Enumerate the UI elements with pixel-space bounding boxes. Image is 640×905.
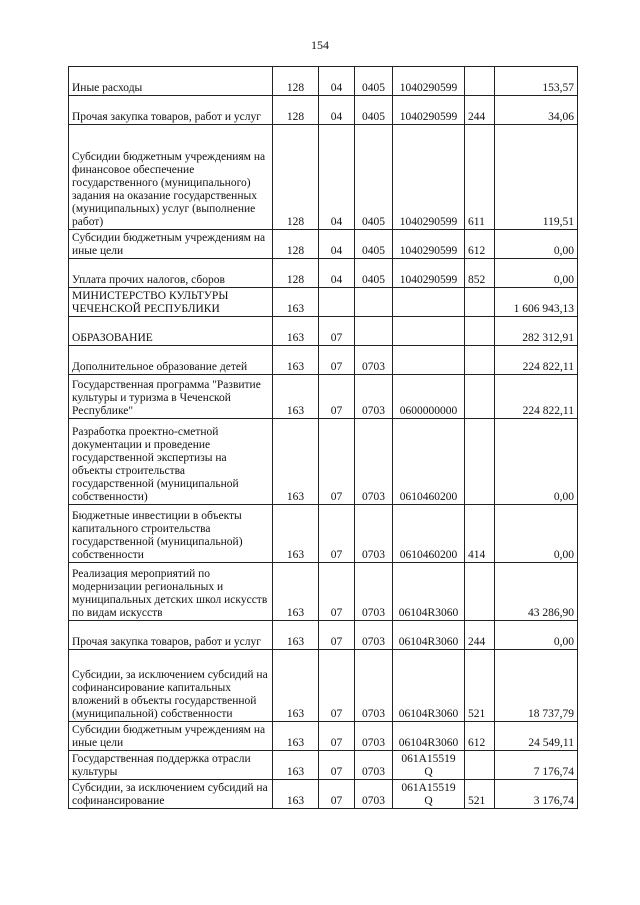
row-admin-code: 128: [273, 96, 319, 125]
row-subsection-code: 0703: [355, 780, 393, 809]
row-section-code: 07: [319, 650, 355, 722]
row-name: Субсидии, за исключением субсидий на софинансирование капитальных вложений в объекты государственной (муниципальной) собственности: [69, 650, 273, 722]
row-subsection-code: 0703: [355, 563, 393, 621]
row-expense-type: [465, 563, 495, 621]
row-name: Прочая закупка товаров, работ и услуг: [69, 621, 273, 650]
row-section-code: 07: [319, 563, 355, 621]
row-subsection-code: 0405: [355, 259, 393, 288]
row-subsection-code: 0405: [355, 230, 393, 259]
row-admin-code: 163: [273, 621, 319, 650]
row-expense-type: 521: [465, 780, 495, 809]
row-admin-code: 163: [273, 650, 319, 722]
row-target-code: 1040290599: [393, 230, 465, 259]
row-target-code: [393, 288, 465, 317]
row-target-code: 06104R3060: [393, 621, 465, 650]
row-section-code: 07: [319, 346, 355, 375]
row-amount: 18 737,79: [495, 650, 578, 722]
table-row: [69, 230, 578, 259]
row-expense-type: 611: [465, 125, 495, 230]
table-row: [69, 650, 578, 722]
row-subsection-code: 0703: [355, 722, 393, 751]
row-amount: 0,00: [495, 621, 578, 650]
row-target-code: [393, 317, 465, 346]
row-expense-type: 612: [465, 230, 495, 259]
row-name: Государственная поддержка отрасли культуры: [69, 751, 273, 780]
row-amount: 282 312,91: [495, 317, 578, 346]
row-section-code: 07: [319, 317, 355, 346]
row-amount: 7 176,74: [495, 751, 578, 780]
row-admin-code: 128: [273, 230, 319, 259]
row-amount: 119,51: [495, 125, 578, 230]
row-section-code: 07: [319, 375, 355, 419]
row-expense-type: 521: [465, 650, 495, 722]
row-section-code: 04: [319, 125, 355, 230]
row-target-code: 1040290599: [393, 67, 465, 96]
table-row: [69, 346, 578, 375]
row-admin-code: 128: [273, 125, 319, 230]
table-row: [69, 419, 578, 505]
row-admin-code: 163: [273, 505, 319, 563]
row-target-code: 061A15519 Q: [393, 751, 465, 780]
row-target-code: 1040290599: [393, 125, 465, 230]
table-row: [69, 751, 578, 780]
budget-table: [68, 66, 578, 809]
row-subsection-code: 0405: [355, 96, 393, 125]
row-name: Иные расходы: [69, 67, 273, 96]
row-subsection-code: 0703: [355, 650, 393, 722]
row-expense-type: 414: [465, 505, 495, 563]
table-row: [69, 375, 578, 419]
row-admin-code: 163: [273, 780, 319, 809]
row-target-code: [393, 346, 465, 375]
table-row: [69, 125, 578, 230]
row-amount: 224 822,11: [495, 375, 578, 419]
row-subsection-code: 0703: [355, 505, 393, 563]
row-section-code: [319, 288, 355, 317]
row-amount: 0,00: [495, 505, 578, 563]
row-admin-code: 128: [273, 259, 319, 288]
row-admin-code: 163: [273, 346, 319, 375]
row-name: Государственная программа "Развитие культуры и туризма в Чеченской Республике": [69, 375, 273, 419]
row-expense-type: 244: [465, 96, 495, 125]
row-section-code: 07: [319, 621, 355, 650]
row-name: МИНИСТЕРСТВО КУЛЬТУРЫ ЧЕЧЕНСКОЙ РЕСПУБЛИКИ: [69, 288, 273, 317]
row-section-code: 04: [319, 96, 355, 125]
row-amount: 0,00: [495, 230, 578, 259]
row-amount: 224 822,11: [495, 346, 578, 375]
row-amount: 1 606 943,13: [495, 288, 578, 317]
row-section-code: 07: [319, 419, 355, 505]
row-expense-type: 612: [465, 722, 495, 751]
table-row: [69, 621, 578, 650]
table-row: [69, 780, 578, 809]
row-name: Реализация мероприятий по модернизации региональных и муниципальных детских школ искусств по видам искусств: [69, 563, 273, 621]
row-expense-type: [465, 317, 495, 346]
row-expense-type: [465, 346, 495, 375]
row-expense-type: [465, 419, 495, 505]
row-name: Прочая закупка товаров, работ и услуг: [69, 96, 273, 125]
row-name: Уплата прочих налогов, сборов: [69, 259, 273, 288]
table-row: [69, 288, 578, 317]
row-admin-code: 163: [273, 317, 319, 346]
row-target-code: 0610460200: [393, 419, 465, 505]
table-row: [69, 722, 578, 751]
budget-table-body: [69, 67, 578, 809]
table-row: [69, 259, 578, 288]
row-target-code: 0600000000: [393, 375, 465, 419]
row-subsection-code: [355, 288, 393, 317]
row-target-code: 06104R3060: [393, 722, 465, 751]
row-amount: 43 286,90: [495, 563, 578, 621]
row-name: Разработка проектно-сметной документации и проведение государственной экспертизы на объекты строительства государственной (муниципальной собственности): [69, 419, 273, 505]
row-expense-type: 852: [465, 259, 495, 288]
row-section-code: 04: [319, 230, 355, 259]
row-name: Субсидии бюджетным учреждениям на финансовое обеспечение государственного (муниципального) задания на оказание государственных (муниципальных) услуг (выполнение работ): [69, 125, 273, 230]
row-expense-type: [465, 375, 495, 419]
row-name: Дополнительное образование детей: [69, 346, 273, 375]
table-row: [69, 505, 578, 563]
page-number: 154: [311, 38, 329, 52]
row-admin-code: 163: [273, 563, 319, 621]
row-subsection-code: 0703: [355, 375, 393, 419]
row-subsection-code: 0405: [355, 67, 393, 96]
table-row: [69, 96, 578, 125]
row-name: Бюджетные инвестиции в объекты капитального строительства государственной (муниципальной) собственности: [69, 505, 273, 563]
row-section-code: 07: [319, 505, 355, 563]
row-section-code: 07: [319, 780, 355, 809]
row-admin-code: 163: [273, 375, 319, 419]
row-amount: 0,00: [495, 419, 578, 505]
row-expense-type: [465, 67, 495, 96]
row-subsection-code: 0703: [355, 419, 393, 505]
row-name: Субсидии бюджетным учреждениям на иные цели: [69, 722, 273, 751]
table-row: [69, 67, 578, 96]
row-admin-code: 128: [273, 67, 319, 96]
row-section-code: 04: [319, 67, 355, 96]
row-target-code: 1040290599: [393, 96, 465, 125]
row-subsection-code: 0405: [355, 125, 393, 230]
row-amount: 24 549,11: [495, 722, 578, 751]
row-subsection-code: [355, 317, 393, 346]
row-target-code: 0610460200: [393, 505, 465, 563]
row-admin-code: 163: [273, 288, 319, 317]
row-subsection-code: 0703: [355, 621, 393, 650]
row-target-code: 06104R3060: [393, 563, 465, 621]
row-amount: 34,06: [495, 96, 578, 125]
row-target-code: 06104R3060: [393, 650, 465, 722]
row-amount: 3 176,74: [495, 780, 578, 809]
row-amount: 153,57: [495, 67, 578, 96]
row-name: ОБРАЗОВАНИЕ: [69, 317, 273, 346]
row-admin-code: 163: [273, 751, 319, 780]
table-row: [69, 317, 578, 346]
row-expense-type: [465, 751, 495, 780]
row-name: Субсидии, за исключением субсидий на софинансирование: [69, 780, 273, 809]
row-expense-type: [465, 288, 495, 317]
row-section-code: 07: [319, 751, 355, 780]
row-section-code: 07: [319, 722, 355, 751]
row-subsection-code: 0703: [355, 751, 393, 780]
row-target-code: 1040290599: [393, 259, 465, 288]
row-admin-code: 163: [273, 722, 319, 751]
row-section-code: 04: [319, 259, 355, 288]
row-amount: 0,00: [495, 259, 578, 288]
row-target-code: 061A15519 Q: [393, 780, 465, 809]
row-subsection-code: 0703: [355, 346, 393, 375]
row-expense-type: 244: [465, 621, 495, 650]
row-admin-code: 163: [273, 419, 319, 505]
table-row: [69, 563, 578, 621]
row-name: Субсидии бюджетным учреждениям на иные цели: [69, 230, 273, 259]
